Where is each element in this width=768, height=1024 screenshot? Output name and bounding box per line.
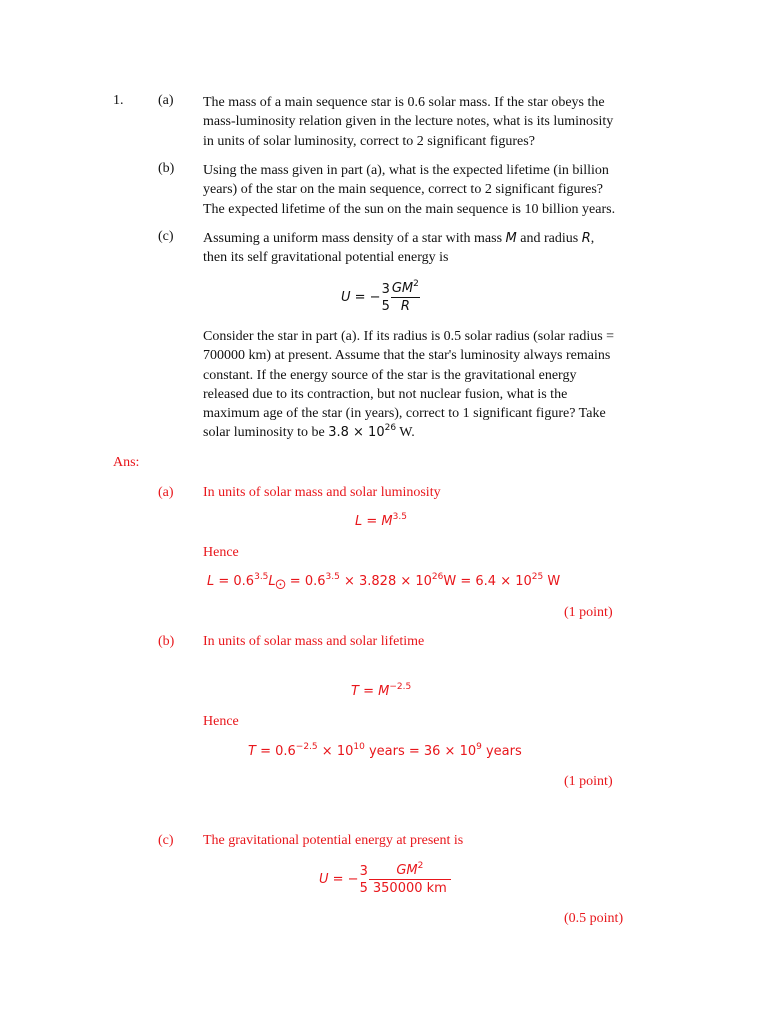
- formula-eq: = −: [350, 290, 381, 305]
- calc-exp: 26: [431, 571, 444, 582]
- text-span: Assuming a uniform mass density of a star with mass: [203, 231, 506, 246]
- text-line: Consider the star in part (a). If its radius is 0.5 solar radius (solar radius =: [203, 329, 615, 344]
- frac-num-exp: 2: [417, 860, 424, 871]
- answer-b-intro: In units of solar mass and solar lifetime: [203, 634, 425, 649]
- text-line: 700000 km) at present. Assume that the star's luminosity always remains: [203, 348, 611, 364]
- coef-fraction: [381, 281, 391, 315]
- part-c-body: [203, 327, 663, 443]
- answer-heading: Ans:: [113, 455, 140, 470]
- eq-exp: 3.5: [392, 511, 407, 522]
- var-R: R: [581, 231, 591, 246]
- eq-m: M: [378, 684, 390, 699]
- eq-lhs: L: [355, 514, 363, 529]
- answer-a-hence: Hence: [203, 545, 239, 560]
- calc-part: years = 36 × 10: [364, 744, 477, 759]
- answer-b-label: (b): [158, 634, 175, 649]
- calc-part: years: [481, 744, 522, 759]
- part-b-text: [203, 161, 663, 219]
- calc-l: L: [207, 574, 215, 589]
- part-c-label: (c): [158, 229, 174, 244]
- eq-exp: −2.5: [389, 681, 412, 692]
- answer-c-label: (c): [158, 833, 174, 848]
- text-line: Using the mass given in part (a), what is the expected lifetime (in billion: [203, 163, 609, 178]
- frac-num: [369, 862, 451, 879]
- calc-t: T: [248, 744, 256, 759]
- text-line: then its self gravitational potential energy is: [203, 250, 449, 266]
- lum-mantissa: 3.8 × 10: [328, 425, 385, 441]
- text-line: mass-luminosity relation given in the lecture notes, what is its luminosity: [203, 114, 614, 130]
- potential-energy-formula: [341, 280, 420, 315]
- coef-fraction: [359, 863, 369, 897]
- calc-part: W = 6.4 × 10: [443, 574, 532, 589]
- calc-part: × 3.828 × 10: [339, 574, 432, 589]
- eq-mid: =: [362, 514, 382, 529]
- sun-symbol-icon: ⨀: [275, 579, 286, 590]
- formula-lhs: U: [341, 290, 351, 305]
- frac-den: 350000 km: [369, 879, 451, 897]
- text-line: in units of solar luminosity, correct to 2 significant figures?: [203, 133, 535, 149]
- answer-c-formula: [319, 862, 451, 897]
- calc-exp: 3.5: [254, 571, 269, 582]
- frac-num-exp: 2: [413, 278, 419, 289]
- text-span: ,: [590, 231, 595, 246]
- calc-part: × 10: [317, 744, 354, 759]
- text-line: The expected lifetime of the sun on the main sequence is 10 billion years.: [203, 201, 616, 217]
- lum-exp: 26: [384, 423, 397, 434]
- formula-eq: = −: [328, 872, 359, 887]
- text-line: maximum age of the star (in years), correct to 1 significant figure? Take: [203, 406, 606, 422]
- text-line: [203, 423, 663, 442]
- answer-a-points: (1 point): [564, 605, 613, 620]
- part-a-label: (a): [158, 93, 174, 108]
- text-line: [203, 229, 663, 248]
- coef-num: 3: [359, 863, 368, 879]
- coef-den: 5: [381, 298, 390, 314]
- text-line: years) of the star on the main sequence, correct to 2 significant figures?: [203, 182, 604, 198]
- main-fraction: [369, 862, 451, 897]
- coef-den: 5: [359, 880, 368, 896]
- frac-num-gm: GM: [391, 281, 414, 296]
- calc-part: = 0.6: [255, 744, 296, 759]
- calc-exp: 9: [476, 741, 482, 752]
- answer-a-intro: In units of solar mass and solar luminosity: [203, 485, 441, 500]
- calc-part: = 0.6: [285, 574, 326, 589]
- answer-a-relation: [355, 511, 407, 529]
- var-M: M: [505, 231, 517, 246]
- answer-c-intro: The gravitational potential energy at present is: [203, 833, 464, 848]
- answer-a-label: (a): [158, 485, 174, 500]
- part-b-label: (b): [158, 161, 175, 176]
- answer-b-points: (1 point): [564, 774, 613, 789]
- text-span: solar luminosity to be: [203, 425, 329, 441]
- calc-exp: 25: [531, 571, 544, 582]
- eq-mid: =: [358, 684, 379, 699]
- text-line: released due to its contraction, but not nuclear fusion, what is the: [203, 386, 568, 402]
- frac-num: [391, 280, 420, 297]
- answer-b-hence: Hence: [203, 714, 239, 729]
- answer-b-calculation: [248, 741, 522, 759]
- calc-exp: 3.5: [325, 571, 340, 582]
- text-line: constant. If the energy source of the star is the gravitational energy: [203, 367, 577, 383]
- answer-a-calculation: [207, 571, 561, 590]
- part-c-intro: [203, 229, 663, 268]
- calc-exp: −2.5: [295, 741, 318, 752]
- frac-num-gm: GM: [396, 863, 418, 878]
- coef-num: 3: [381, 281, 390, 297]
- calc-unit: W: [543, 574, 561, 589]
- calc-lsun: L: [268, 574, 276, 589]
- eq-m: M: [381, 514, 393, 529]
- answer-b-relation: [351, 681, 412, 699]
- question-number: 1.: [113, 93, 124, 108]
- calc-exp: 10: [353, 741, 365, 752]
- answer-c-points: (0.5 point): [564, 911, 624, 926]
- calc-part: = 0.6: [214, 574, 255, 589]
- text-span: and radius: [516, 231, 582, 246]
- text-line: The mass of a main sequence star is 0.6 solar mass. If the star obeys the: [203, 95, 605, 110]
- frac-den: R: [391, 297, 420, 315]
- main-fraction: [391, 280, 420, 315]
- text-span: W.: [396, 425, 415, 441]
- part-a-text: [203, 93, 663, 151]
- lum-value: [328, 425, 396, 440]
- formula-lhs: U: [319, 872, 329, 887]
- eq-lhs: T: [351, 684, 359, 699]
